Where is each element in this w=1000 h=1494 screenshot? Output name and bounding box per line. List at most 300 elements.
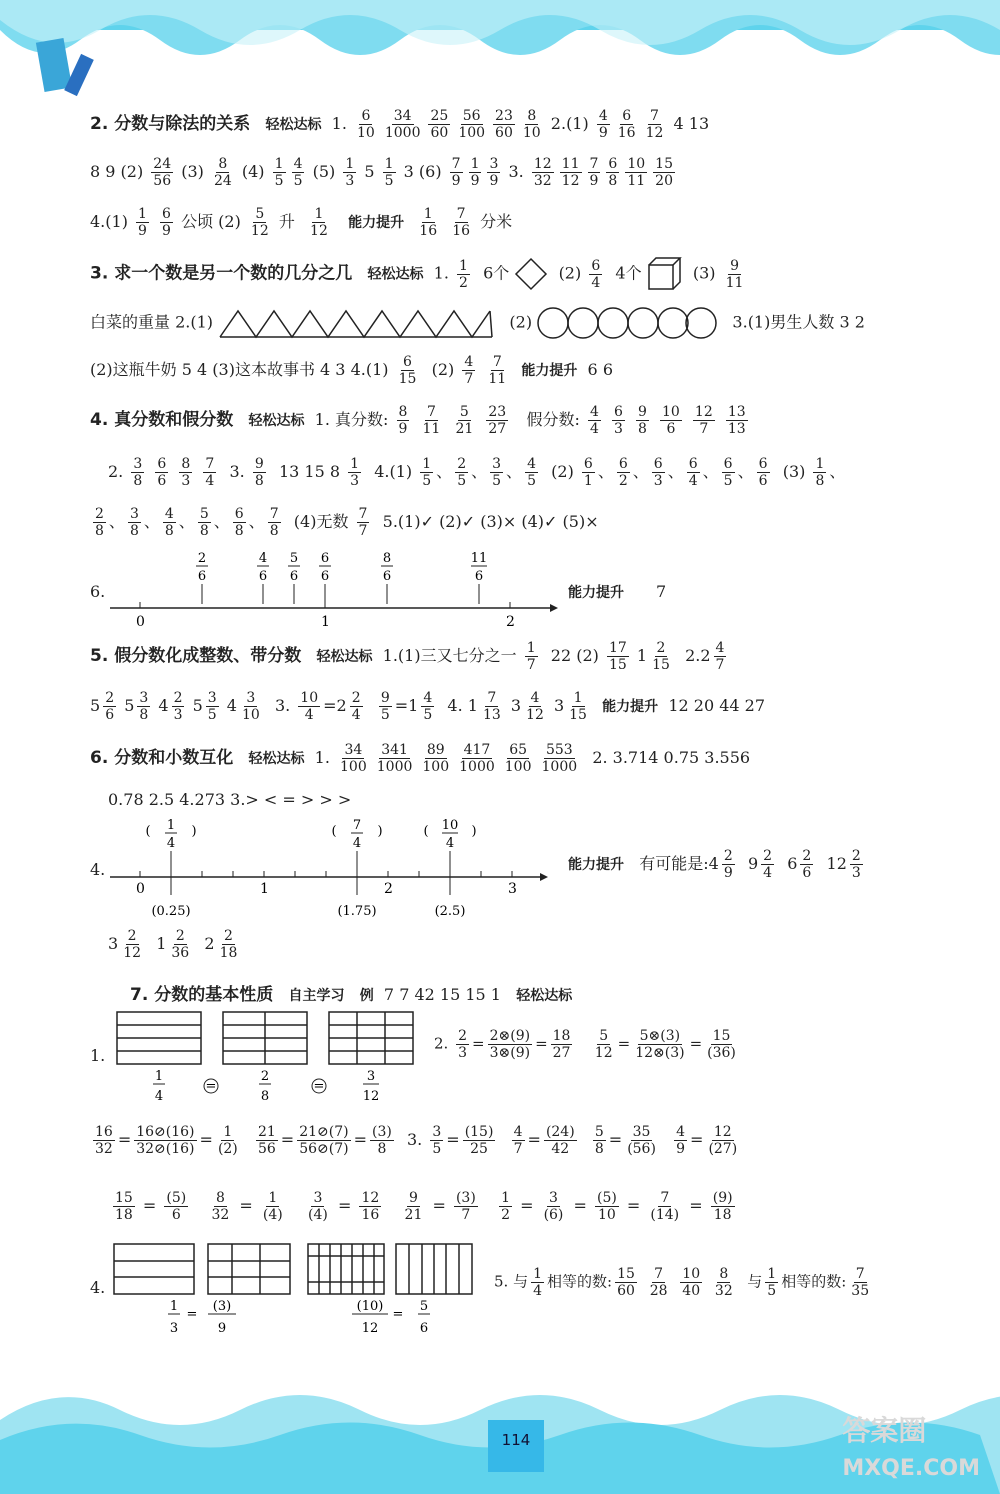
- svg-text:): ): [191, 824, 197, 839]
- frac: $\frac{1}{12}$: [310, 206, 328, 239]
- s7-q4: 4.: [90, 1278, 106, 1297]
- fraction: 5: [359, 162, 380, 181]
- svg-text:1: 1: [321, 614, 330, 630]
- svg-text:(: (: [145, 824, 151, 839]
- svg-text:6: 6: [197, 569, 207, 584]
- svg-text:9: 9: [217, 1321, 227, 1336]
- frac: $\frac{15}{(36)}$: [707, 1028, 736, 1061]
- frac: $\frac{9}{8}$: [254, 456, 264, 489]
- frac: $\frac{1}{9}$: [138, 206, 147, 239]
- frac: $\frac{1}{(2)}$: [217, 1124, 238, 1157]
- frac: $\frac{18}{27}$: [552, 1028, 571, 1061]
- fraction: $\frac{4}{5}$: [293, 156, 303, 189]
- frac: $\frac{7}{7}$: [358, 506, 368, 539]
- frac: $\frac{4}{7}$: [513, 1124, 523, 1157]
- s3-l3-c: 6 6: [587, 360, 613, 379]
- svg-text:2: 2: [506, 614, 515, 630]
- frac: $\frac{12}{7}$: [694, 404, 713, 437]
- svg-text:8: 8: [260, 1089, 270, 1104]
- fraction: $\frac{56}{100}$: [458, 108, 486, 141]
- frac: $\frac{2}{3}$: [851, 848, 861, 881]
- frac: $\frac{1}{3}$: [350, 456, 360, 489]
- watermark-logo: 答案圈 MXQE.COM: [842, 1414, 980, 1481]
- frac: $\frac{3}{(4)}$: [308, 1190, 328, 1223]
- fraction: $\frac{6}{8}$: [608, 156, 618, 189]
- fraction: $\frac{34}{1000}$: [384, 108, 421, 141]
- s7-tag-self: 自主学习: [288, 988, 345, 1004]
- fraction: $\frac{4}{9}$: [598, 108, 608, 141]
- svg-text:4: 4: [258, 551, 268, 566]
- svg-text:): ): [471, 824, 477, 839]
- s2-tag-easy: 轻松达标: [265, 117, 322, 133]
- frac: $\frac{3}{(6)}$: [543, 1190, 564, 1223]
- frac: $\frac{6}{6}$: [157, 456, 167, 489]
- frac: $\frac{5}{21}$: [455, 404, 474, 437]
- page-number: 114: [488, 1420, 544, 1472]
- s3-l2-a: 白菜的重量 2.(1): [90, 312, 214, 332]
- frac: $\frac{(9)}{18}$: [712, 1190, 733, 1223]
- s6-q4: 4.: [90, 860, 106, 879]
- s5-q4: 4.: [447, 696, 463, 715]
- frac: $\frac{2}{15}$: [652, 640, 670, 673]
- frac: $\frac{5}{12}$: [250, 206, 269, 239]
- s7-q5: [494, 1266, 874, 1299]
- s4-number-line: [110, 548, 560, 630]
- svg-text:4: 4: [166, 836, 176, 851]
- fraction: (6): [418, 162, 447, 181]
- s2-line3: [90, 206, 940, 239]
- frac: $\frac{3}{5}$: [492, 456, 502, 489]
- s4-q6: 6.: [90, 582, 106, 601]
- s2-q4-c: 升: [278, 212, 295, 231]
- fraction: $\frac{1}{9}$: [470, 156, 480, 189]
- fraction: $\frac{8}{10}$: [522, 108, 541, 141]
- frac: $\frac{9}{5}$: [380, 690, 390, 723]
- frac: $\frac{7}{4}$: [205, 456, 215, 489]
- cube-icon: [647, 256, 683, 292]
- s3-q1-c: 4个: [615, 263, 642, 283]
- fraction: (5): [307, 162, 341, 181]
- s6-q1-fractions: [335, 742, 582, 775]
- s7-example: 例: [359, 988, 374, 1004]
- s7-q1-rectangles: [115, 1010, 425, 1106]
- s4-q4-4: (4)无数: [293, 512, 349, 531]
- s5-tag-up: 能力提升: [602, 699, 659, 715]
- fraction: $\frac{553}{1000}$: [541, 742, 578, 775]
- s2-q1-fractions: [352, 108, 546, 141]
- s6-q1: 1.: [314, 748, 330, 767]
- frac: $\frac{1}{5}$: [422, 456, 432, 489]
- fraction: $\frac{7}{12}$: [645, 108, 664, 141]
- s3-q1: 1.: [433, 263, 449, 283]
- s4-q5-marks: 5.(1)✓ (2)✓ (3)× (4)✓ (5)×: [382, 512, 599, 531]
- s4-q3: 3.: [229, 462, 245, 481]
- frac: $\frac{23}{27}$: [488, 404, 507, 437]
- s4-q1: 1. 真分数:: [314, 410, 389, 429]
- svg-text:7: 7: [352, 818, 362, 833]
- s4-heading: 4. 真分数和假分数: [90, 410, 234, 430]
- svg-text:1: 1: [169, 1299, 179, 1314]
- frac: $\frac{4}{8}$: [164, 506, 174, 539]
- frac: $\frac{6}{2}$: [618, 456, 628, 489]
- frac: $\frac{8}{3}$: [181, 456, 191, 489]
- fraction: $\frac{15}{20}$: [655, 156, 673, 189]
- frac: $\frac{4}{4}$: [589, 404, 599, 437]
- frac: $\frac{(3)}{7}$: [455, 1190, 476, 1223]
- frac: $\frac{7}{8}$: [269, 506, 279, 539]
- s3-line3: [90, 354, 940, 387]
- frac: $\frac{15}{60}$: [617, 1266, 635, 1299]
- fraction: $\frac{3}{9}$: [489, 156, 499, 189]
- svg-text:1: 1: [166, 818, 176, 833]
- fraction: $\frac{24}{56}$: [153, 156, 172, 189]
- fraction: $\frac{1}{5}$: [384, 156, 394, 189]
- frac: $\frac{6}{3}$: [653, 456, 663, 489]
- fraction: $\frac{25}{60}$: [430, 108, 449, 141]
- frac: $\frac{15}{18}$: [115, 1190, 133, 1223]
- fraction: $\frac{65}{100}$: [504, 742, 532, 775]
- svg-text:12: 12: [362, 1089, 380, 1104]
- frac: $\frac{1}{7}$: [526, 640, 536, 673]
- frac: $\frac{16⊘(16)}{32⊘(16)}$: [136, 1124, 195, 1157]
- svg-text:2: 2: [384, 881, 393, 897]
- svg-text:=: =: [313, 1079, 325, 1094]
- top-wave-band: [0, 0, 1000, 110]
- s4-q4-2: (2): [551, 462, 574, 481]
- frac: $\frac{2}{3}$: [458, 1028, 468, 1061]
- s7-q5-b: 相等的数:: [547, 1272, 613, 1291]
- frac: $\frac{21}{56}$: [257, 1124, 276, 1157]
- svg-text:3: 3: [169, 1321, 179, 1336]
- frac: $\frac{7}{28}$: [649, 1266, 668, 1299]
- frac: $\frac{2}{6}$: [802, 848, 812, 881]
- frac: $\frac{1}{2}$: [501, 1190, 510, 1223]
- s3-heading: 3. 求一个数是另一个数的几分之几: [90, 263, 353, 284]
- frac: $\frac{4}{12}$: [526, 690, 544, 723]
- s5-q3: 3.: [274, 696, 291, 715]
- frac: $\frac{10}{6}$: [662, 404, 680, 437]
- frac: $\frac{2}{8}$: [95, 506, 104, 539]
- frac: $\frac{6}{5}$: [723, 456, 733, 489]
- frac: $\frac{1}{4}$: [533, 1266, 543, 1299]
- s6-tag-easy: 轻松达标: [248, 751, 305, 767]
- svg-text:6: 6: [320, 569, 330, 584]
- svg-text:3: 3: [366, 1069, 376, 1084]
- s7-example-vals: 7 7 42 15 15 1: [383, 985, 501, 1004]
- frac: $\frac{2}{36}$: [171, 928, 190, 961]
- s2-l2-items: [148, 156, 678, 189]
- frac: $\frac{5\otimes(3)}{12\otimes(3)}$: [635, 1028, 685, 1061]
- svg-text:6: 6: [320, 551, 330, 566]
- s7-line3: $\frac{16}{32}$ = $\frac{16⊘(16)}{32⊘(16)}$ = $\frac{1}{(2)}$ $\frac{21}{56}$ = $\frac{21⊘(7)}{56⊘(7)}$ = $\frac{(3)}{8}$ 3. $\frac{3}{5}$ = $\frac{(15)}{25}$ $\frac{4}{7}$ = $\frac{(24)}{42}$ $\frac{5}{8}$ = $\frac{35}{(56)}$ $\frac{4}{9}$ = $\frac{12}{(27)}$: [95, 1124, 738, 1157]
- frac: $\frac{10}{4}$: [300, 690, 319, 723]
- frac: $\frac{35}{(56)}$: [627, 1124, 656, 1157]
- s7-q1: 1.: [90, 1046, 106, 1065]
- frac: $\frac{2\otimes(9)}{3\otimes(9)}$: [489, 1028, 531, 1061]
- fraction: $\frac{11}{12}$: [561, 156, 580, 189]
- svg-text:4: 4: [352, 836, 362, 851]
- svg-text:=: =: [392, 1307, 404, 1322]
- s5-q1: 1.(1)三又七分之一: [382, 646, 517, 665]
- frac: $\frac{2}{6}$: [105, 690, 115, 723]
- s3-l2-b: (2): [509, 312, 533, 332]
- s3-l3-a: (2)这瓶牛奶 5 4 (3)这本故事书 4 3 4.(1): [90, 360, 389, 379]
- svg-text:0: 0: [136, 614, 145, 630]
- s3-line2: [90, 306, 940, 340]
- fraction: $\frac{34}{100}$: [340, 742, 367, 775]
- diamond-icon: [514, 257, 548, 291]
- frac: $\frac{12}{16}$: [361, 1190, 380, 1223]
- s6-line4: 3 $\frac{2}{12}$ 1 $\frac{2}{36}$ 2 $\frac{2}{18}$: [108, 928, 238, 961]
- svg-text:12: 12: [361, 1321, 379, 1336]
- svg-text:5: 5: [289, 551, 299, 566]
- s7-line1: [130, 980, 940, 1005]
- s3-q1-b: (2): [558, 263, 582, 283]
- s6-number-line: [110, 815, 560, 925]
- frac: $\frac{7}{35}$: [851, 1266, 870, 1299]
- svg-text:6: 6: [382, 569, 392, 584]
- frac: $\frac{7}{13}$: [482, 690, 501, 723]
- fraction: 3.: [503, 162, 529, 181]
- frac: $\frac{7}{11}$: [488, 354, 507, 387]
- pen-logo-icon: [36, 38, 94, 96]
- svg-text:4: 4: [445, 836, 455, 851]
- s4-tag-easy: 轻松达标: [248, 413, 305, 429]
- fraction: 3: [398, 162, 419, 181]
- frac: $\frac{6}{1}$: [583, 456, 593, 489]
- s4-q3-vals: 13 15 8: [278, 462, 341, 481]
- svg-text:(: (: [331, 824, 337, 839]
- s2-tag-up: 能力提升: [348, 215, 405, 231]
- frac: $\frac{2}{12}$: [123, 928, 142, 961]
- fraction: (4): [236, 162, 270, 181]
- s4-q2: 2.: [108, 462, 124, 481]
- frac: $\frac{9}{8}$: [637, 404, 647, 437]
- frac: $\frac{4}{9}$: [676, 1124, 686, 1157]
- fraction: $\frac{341}{1000}$: [376, 742, 413, 775]
- fraction: $\frac{6}{16}$: [617, 108, 636, 141]
- s4-line2: 2. $\frac{3}{8}$ $\frac{6}{6}$ $\frac{8}{3}$ $\frac{7}{4}$ 3. $\frac{9}{8}$ 13 15 8 $\frac{1}{3}$ 4.(1) $\frac{1}{5}$ 、 $\frac{2}{5}$ 、 $\frac{3}{5}$ 、 $\frac{4}{5}$ (2) $\frac{6}{1}$ 、 $\frac{6}{2}$ 、 $\frac{6}{3}$ 、 $\frac{6}{4}$ 、 $\frac{6}{5}$ 、 $\frac{6}{6}$ (3) $\frac{1}{8}$ 、: [108, 456, 846, 489]
- frac: $\frac{17}{15}$: [608, 640, 627, 673]
- fraction: $\frac{8}{24}$: [213, 156, 232, 189]
- s2-line2: [90, 156, 940, 189]
- frac: $\frac{6}{6}$: [758, 456, 768, 489]
- frac: $\frac{1}{(4)}$: [262, 1190, 283, 1223]
- fraction: $\frac{10}{11}$: [627, 156, 646, 189]
- s7-q2: 2. $\frac{2}{3}$ = $\frac{2\otimes(9)}{3\otimes(9)}$ = $\frac{18}{27}$ $\frac{5}{12}$ = $\frac{5\otimes(3)}{12\otimes(3)}$ = $\frac{15}{(36)}$: [434, 1028, 736, 1061]
- frac: $\frac{12}{(27)}$: [708, 1124, 738, 1157]
- frac: $\frac{1}{15}$: [569, 690, 587, 723]
- s2-q4: 4.(1): [90, 212, 128, 231]
- s6-line1: [90, 742, 940, 775]
- s3-q1-unit: 6个: [483, 263, 510, 283]
- frac: $\frac{4}{5}$: [527, 456, 536, 489]
- frac: $\frac{(15)}{25}$: [464, 1124, 494, 1157]
- frac: $\frac{7}{11}$: [422, 404, 441, 437]
- fraction: $\frac{23}{60}$: [495, 108, 513, 141]
- s7-tag-easy: 轻松达标: [516, 988, 573, 1004]
- s7-q4-rectangles: [112, 1242, 482, 1342]
- s3-tag-easy: 轻松达标: [367, 266, 424, 283]
- frac: $\frac{2}{4}$: [763, 848, 773, 881]
- frac: $\frac{6}{3}$: [613, 404, 623, 437]
- frac: $\frac{3}{8}$: [139, 690, 149, 723]
- s2-q4-d: 分米: [480, 212, 513, 231]
- s3-tag-up: 能力提升: [521, 363, 578, 379]
- svg-text:6: 6: [289, 569, 299, 584]
- frac: $\frac{7}{(14)}$: [650, 1190, 680, 1223]
- s5-heading: 5. 假分数化成整数、带分数: [90, 646, 302, 666]
- frac: $\frac{10}{40}$: [682, 1266, 701, 1299]
- s4-q4: 4.(1): [374, 462, 413, 481]
- s2-q2-fractions: [594, 108, 669, 141]
- svg-text:8: 8: [382, 551, 392, 566]
- svg-text:6: 6: [258, 569, 268, 584]
- s5-q2: 2.: [685, 646, 701, 665]
- s7-q5-a: 5. 与: [494, 1272, 529, 1291]
- frac: $\frac{3}{10}$: [241, 690, 260, 723]
- s3-l3-b: (2): [431, 360, 455, 379]
- fraction: $\frac{6}{10}$: [357, 108, 375, 141]
- svg-text:6: 6: [474, 569, 484, 584]
- s4-tag-up: 能力提升: [568, 585, 624, 601]
- svg-text:6: 6: [419, 1321, 429, 1336]
- s2-q2: 2.(1): [550, 114, 589, 133]
- frac: $\frac{2}{3}$: [173, 690, 183, 723]
- svg-text:=: =: [186, 1307, 198, 1322]
- frac: $\frac{(3)}{8}$: [371, 1124, 392, 1157]
- svg-text:(2.5): (2.5): [434, 904, 466, 919]
- frac: $\frac{4}{7}$: [715, 640, 725, 673]
- s4-q1-false: 假分数:: [526, 410, 580, 429]
- fraction: $\frac{417}{1000}$: [459, 742, 495, 775]
- frac: $\frac{3}{8}$: [129, 506, 139, 539]
- s5-q1-b: 22 (2): [550, 646, 599, 665]
- frac: $\frac{(24)}{42}$: [545, 1124, 575, 1157]
- svg-text:4: 4: [154, 1089, 164, 1104]
- svg-text:(: (: [423, 824, 429, 839]
- frac: $\frac{2}{9}$: [723, 848, 733, 881]
- frac: $\frac{3}{5}$: [207, 690, 217, 723]
- s6-q2: 2. 3.714 0.75 3.556: [592, 748, 751, 767]
- frac: $\frac{2}{18}$: [219, 928, 238, 961]
- s2-q2-tail: 4 13: [673, 114, 710, 133]
- frac: $\frac{9}{21}$: [404, 1190, 423, 1223]
- s5-line1: 5. 假分数化成整数、带分数 轻松达标 1.(1)三又七分之一 $\frac{1}{7}$ 22 (2) $\frac{17}{15}$ 1 $\frac{2}{15}$ 2.2 $\frac{4}{7}$: [90, 640, 725, 673]
- frac: $\frac{13}{13}$: [727, 404, 746, 437]
- frac: $\frac{8}{32}$: [714, 1266, 733, 1299]
- frac: $\frac{6}{4}$: [591, 257, 601, 291]
- frac: $\frac{8}{9}$: [398, 404, 408, 437]
- s7-q2-label: 2.: [434, 1034, 449, 1053]
- frac: $\frac{(5)}{10}$: [596, 1190, 617, 1223]
- circles-figure: [537, 306, 717, 340]
- svg-text:(1.75): (1.75): [337, 904, 377, 919]
- fraction: $\frac{1}{5}$: [274, 156, 284, 189]
- fraction: $\frac{89}{100}$: [422, 742, 450, 775]
- s5-line2: 5 $\frac{2}{6}$ 5 $\frac{3}{8}$ 4 $\frac{2}{3}$ 5 $\frac{3}{5}$ 4 $\frac{3}{10}$ 3. $\frac{10}{4}$ =2 $\frac{2}{4}$ $\frac{9}{5}$ =1 $\frac{4}{5}$ 4. 1 $\frac{7}{13}$ 3 $\frac{4}{12}$ 3 $\frac{1}{15}$ 能力提升 12 20 44 27: [90, 690, 766, 723]
- svg-text:1: 1: [260, 881, 269, 897]
- s4-q4-3: (3): [782, 462, 806, 481]
- svg-text:10: 10: [441, 818, 459, 833]
- svg-text:11: 11: [470, 551, 488, 566]
- frac: $\frac{2}{5}$: [457, 456, 467, 489]
- s2-q4-b: 公顷 (2): [181, 212, 241, 231]
- svg-text:1: 1: [154, 1069, 164, 1084]
- fraction: $\frac{7}{9}$: [451, 156, 461, 189]
- s3-l2-c: 3.(1)男生人数 3 2: [732, 312, 865, 332]
- frac: $\frac{7}{16}$: [452, 206, 471, 239]
- frac: $\frac{3}{8}$: [133, 456, 143, 489]
- frac: $\frac{8}{32}$: [211, 1190, 230, 1223]
- frac: $\frac{16}{32}$: [95, 1124, 113, 1157]
- s2-q1: 1.: [331, 114, 347, 133]
- s6-line2: 0.78 2.5 4.273 3.> < = > > >: [108, 790, 352, 809]
- frac: $\frac{21⊘(7)}{56⊘(7)}$: [299, 1124, 349, 1157]
- s7-line4: $\frac{15}{18}$ = $\frac{(5)}{6}$ $\frac{8}{32}$ = $\frac{1}{(4)}$ $\frac{3}{(4)}$ = $\frac{12}{16}$ $\frac{9}{21}$ = $\frac{(3)}{7}$ $\frac{1}{2}$ = $\frac{3}{(6)}$ = $\frac{(5)}{10}$ = $\frac{7}{(14)}$ = $\frac{(9)}{18}$: [115, 1190, 733, 1223]
- svg-text:5: 5: [419, 1299, 429, 1314]
- frac: $\frac{2}{4}$: [351, 690, 361, 723]
- s7-q3: 3.: [407, 1130, 423, 1149]
- frac: $\frac{1}{2}$: [459, 257, 468, 291]
- svg-text:3: 3: [508, 881, 517, 897]
- fraction: $\frac{7}{9}$: [589, 156, 599, 189]
- frac: $\frac{1}{8}$: [815, 456, 825, 489]
- s6-heading: 6. 分数和小数互化: [90, 748, 234, 768]
- svg-text:=: =: [205, 1079, 217, 1094]
- s2-line1: [90, 108, 940, 141]
- frac: $\frac{9}{11}$: [725, 257, 744, 291]
- frac: $\frac{5}{8}$: [199, 506, 209, 539]
- s5-tag-easy: 轻松达标: [316, 649, 373, 665]
- s4-line1: [90, 404, 940, 437]
- frac: $\frac{5}{8}$: [594, 1124, 604, 1157]
- s3-q1-d: (3): [692, 263, 716, 283]
- frac: $\frac{3}{5}$: [432, 1124, 442, 1157]
- svg-text:): ): [377, 824, 383, 839]
- fraction: $\frac{1}{3}$: [345, 156, 355, 189]
- svg-text:(0.25): (0.25): [151, 904, 191, 919]
- svg-text:(10): (10): [356, 1299, 384, 1314]
- s6-maybe: 有可能是:: [639, 854, 709, 873]
- frac: $\frac{6}{8}$: [234, 506, 244, 539]
- frac: $\frac{1}{5}$: [767, 1266, 777, 1299]
- frac: $\frac{5}{12}$: [594, 1028, 613, 1061]
- frac: $\frac{(5)}{6}$: [166, 1190, 187, 1223]
- s2-l2-text: 8 9 (2): [90, 162, 144, 181]
- svg-text:0: 0: [136, 881, 145, 897]
- s4-q6-val: 7: [656, 582, 667, 601]
- s7-heading: 7. 分数的基本性质: [130, 985, 274, 1005]
- svg-text:(3): (3): [212, 1299, 232, 1314]
- frac: $\frac{4}{5}$: [423, 690, 433, 723]
- s7-q5-d: 相等的数:: [781, 1272, 847, 1291]
- fraction: (3): [176, 162, 209, 181]
- s7-q5-c: 与: [747, 1272, 763, 1291]
- s6-tag-up: 能力提升: [568, 857, 624, 873]
- triangles-figure: [218, 307, 494, 339]
- frac: $\frac{6}{15}$: [398, 354, 417, 387]
- frac: $\frac{1}{16}$: [419, 206, 438, 239]
- frac: $\frac{6}{9}$: [162, 206, 171, 239]
- s6-up-line: 能力提升 有可能是:4 $\frac{2}{9}$ 9 $\frac{2}{4}$ 6 $\frac{2}{6}$ 12 $\frac{2}{3}$: [568, 848, 861, 881]
- svg-text:2: 2: [197, 551, 207, 566]
- frac: $\frac{6}{4}$: [688, 456, 698, 489]
- frac: $\frac{4}{7}$: [464, 354, 474, 387]
- fraction: $\frac{12}{32}$: [533, 156, 552, 189]
- s4-line3: $\frac{2}{8}$ 、 $\frac{3}{8}$ 、 $\frac{4}{8}$ 、 $\frac{5}{8}$ 、 $\frac{6}{8}$ 、 $\frac{7}{8}$ (4)无数 $\frac{7}{7}$ 5.(1)✓ (2)✓ (3)× (4)✓ (5)×: [95, 506, 599, 539]
- s3-line1: [90, 256, 940, 292]
